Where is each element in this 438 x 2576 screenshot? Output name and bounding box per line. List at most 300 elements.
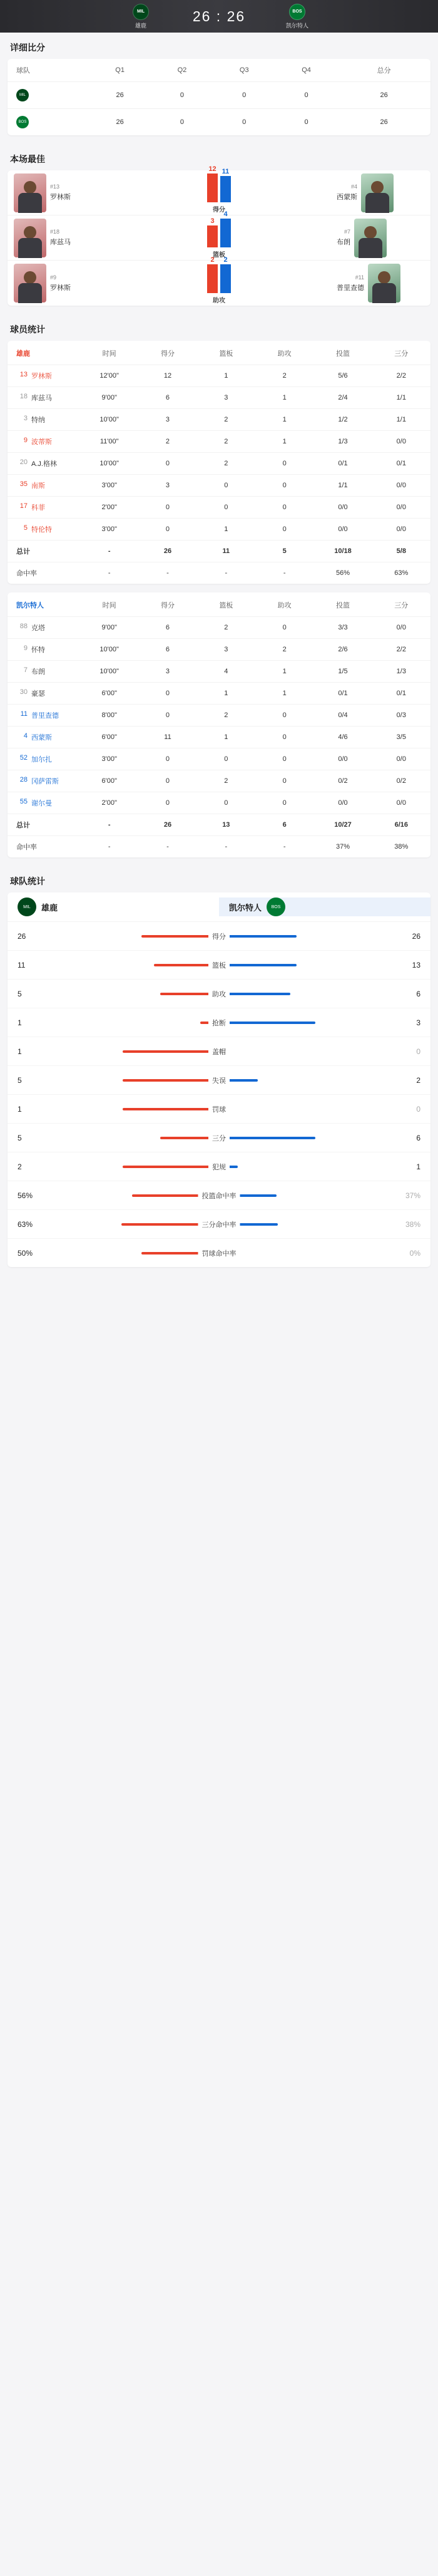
boxscore-quarter-cell: 0 [213,82,275,109]
player-identity [8,732,80,742]
player-row[interactable] [8,430,430,452]
player-row[interactable] [8,365,430,386]
compare-away-value: 13 [412,960,420,970]
player-stat-5: 0/0 [396,482,406,489]
compare-home-value: 1 [18,1018,22,1027]
player-stat-1: 0 [165,755,170,763]
team-total-row [8,814,430,835]
player-row[interactable] [8,770,430,792]
player-meta [337,274,364,292]
player-stat-2: 2 [224,711,228,719]
player-name: 怀特 [31,646,45,654]
scoreboard-home-team[interactable] [113,4,169,29]
compare-stat-label: 罚球 [208,1104,230,1114]
team-compare-row [8,1238,430,1267]
boxscore-card [8,59,430,135]
player-identity [8,480,80,490]
player-row[interactable] [8,616,430,638]
home-bar-value: 2 [210,256,215,264]
player-row[interactable] [8,792,430,814]
best-performer-row [8,256,430,306]
players-title: 球员统计 [10,324,45,334]
stat-1: 26 [163,547,172,555]
player-name: 罗林斯 [31,373,52,380]
player-stat-4: 0/1 [338,690,348,697]
compare-home-value: 56% [18,1191,33,1200]
player-row[interactable] [8,474,430,496]
compare-away-bar [219,993,290,995]
player-stat-2: 3 [224,646,228,653]
score-display: 26 : 26 [192,8,246,24]
player-stat-1: 6 [165,624,170,631]
player-stat-0: 3'00" [101,755,117,763]
player-jersey: 28 [19,776,28,784]
away-team-logo-large: BOS [267,897,285,916]
boxscore-quarter-cell: 0 [151,82,213,109]
home-bar-value: 3 [210,217,215,225]
compare-home-value: 5 [18,1133,22,1142]
compare-stat-label: 罚球命中率 [198,1248,240,1258]
stat-1: - [166,569,169,577]
player-stat-3: 0 [282,460,287,467]
player-identity [8,623,80,633]
boxscore-col-2: Q2 [177,66,187,74]
away-bar [220,210,231,247]
best-performers-card [8,165,430,306]
player-stat-1: 0 [165,690,170,697]
scoreboard-header [0,0,438,33]
player-stat-3: 0 [282,624,287,631]
stat-5: 38% [394,843,409,851]
compare-away-bar [219,935,297,938]
player-jersey: 88 [19,623,28,630]
compare-stat-label: 助攻 [208,989,230,999]
player-stat-2: 0 [224,482,228,489]
player-stat-2: 2 [224,438,228,445]
boxscore-col-5: 总分 [377,67,391,75]
player-row[interactable] [8,386,430,408]
compare-away-bar [219,1022,315,1024]
boxscore-quarter-cell: 0 [213,109,275,136]
compare-away-name: 凯尔特人 [229,903,262,913]
player-stats-header [8,592,430,616]
best-away-player[interactable] [330,170,430,215]
stat-4: 37% [335,843,350,851]
stat-2: - [225,569,228,577]
player-stat-1: 0 [165,525,170,533]
player-meta [50,229,71,247]
player-number: #7 [344,229,350,235]
best-home-player[interactable] [8,215,108,260]
player-stat-0: 9'00" [101,624,117,631]
away-bar-value: 11 [222,168,230,175]
player-jersey: 20 [19,458,28,466]
player-photo [361,173,394,212]
player-identity [8,371,80,381]
player-row[interactable] [8,518,430,540]
home-team-logo-large: MIL [18,897,36,916]
player-stat-4: 0/0 [338,504,348,511]
stat-2: - [225,843,228,851]
stat-3: 5 [282,547,287,555]
player-number: #13 [50,184,60,190]
player-identity [8,710,80,720]
compare-home-value: 11 [18,960,26,970]
player-stat-3: 0 [282,733,287,741]
player-stat-5: 1/3 [396,668,406,675]
home-player-stats-card [8,341,430,584]
player-jersey: 9 [23,437,28,444]
team-compare-row [8,1037,430,1065]
player-identity [8,688,80,698]
player-stat-1: 11 [164,733,171,741]
compare-bar-area [51,1008,387,1037]
player-stat-5: 0/0 [396,799,406,807]
player-stat-2: 0 [224,799,228,807]
player-name: 布朗 [31,668,45,676]
home-bar [207,217,218,247]
boxscore-header-row [8,59,430,82]
stat-5: 5/8 [396,547,406,555]
compare-stat-label: 三分 [208,1133,230,1143]
compare-away-value: 37% [405,1191,420,1200]
home-bar [207,165,218,202]
player-stat-2: 0 [224,504,228,511]
stat-2: 11 [222,547,230,555]
player-identity [8,502,80,512]
boxscore-col-1: Q1 [115,66,125,74]
player-identity [8,666,80,676]
player-stat-2: 2 [224,460,228,467]
team-percentage-row [8,562,430,584]
team-compare-card [8,892,430,1267]
player-stat-0: 11'00" [99,438,119,445]
player-stat-2: 1 [224,733,228,741]
player-stat-5: 0/0 [396,624,406,631]
player-stat-2: 4 [224,668,228,675]
player-number: #4 [350,184,357,190]
player-stats-header [8,341,430,365]
player-stat-4: 0/0 [338,755,348,763]
team-compare-row [8,950,430,979]
player-row[interactable] [8,408,430,430]
compare-away-bar [219,964,297,966]
best-away-player[interactable] [330,261,430,306]
player-stat-5: 2/2 [396,646,406,653]
player-stat-0: 9'00" [101,394,117,401]
player-stat-0: 10'00" [99,416,119,423]
best-stat-chart [108,165,330,215]
compare-away-team[interactable] [219,897,430,916]
player-stat-4: 1/5 [338,668,348,675]
row-label: 总计 [16,822,30,829]
player-stat-0: 6'00" [101,733,117,741]
compare-away-value: 6 [416,1133,420,1142]
player-stat-3: 0 [282,504,287,511]
player-stats-col-2: 篮板 [219,602,233,609]
boxscore-team-cell [8,109,89,136]
player-stat-0: 10'00" [99,646,119,653]
player-row[interactable] [8,452,430,474]
player-stat-5: 0/2 [396,777,406,785]
away-bar-value: 2 [223,256,228,264]
best-performer-row [8,165,430,215]
player-name: 罗林斯 [50,194,71,201]
player-stat-0: 10'00" [99,460,119,467]
table-row [8,82,430,109]
player-stat-3: 2 [282,646,287,653]
boxscore-quarter-cell: 0 [151,109,213,136]
player-row[interactable] [8,660,430,682]
player-identity [8,798,80,808]
player-stat-0: 6'00" [101,690,117,697]
team-compare-row [8,1181,430,1209]
compare-bar-area [51,951,387,979]
bar-group [207,165,231,202]
player-stat-3: 0 [282,525,287,533]
player-stat-0: 8'00" [101,711,117,719]
player-stat-4: 4/6 [338,733,348,741]
away-team-name: 凯尔特人 [285,22,308,29]
player-name: 普里查德 [31,712,59,720]
team-compare-rows [8,921,430,1267]
player-stat-3: 0 [282,482,287,489]
player-stat-4: 1/2 [338,416,348,423]
player-name: 西蒙斯 [31,734,52,742]
boxscore-total-cell: 26 [337,109,430,136]
player-stats-col-5: 三分 [394,602,409,609]
player-name: 克塔 [31,624,45,632]
player-jersey: 17 [19,502,28,510]
compare-home-value: 5 [18,989,22,998]
player-identity [8,437,80,447]
player-name: 布朗 [337,239,350,246]
player-stats-col-4: 投篮 [335,350,350,358]
compare-stat-label: 抢断 [208,1018,230,1028]
player-stat-2: 2 [224,777,228,785]
player-stats-col-2: 篮板 [219,350,233,358]
player-name: 波蒂斯 [31,438,52,446]
stat-0: - [108,569,111,577]
player-meta [50,274,71,292]
boxscore-col-0: 球队 [16,67,30,75]
team-logo-small: BOS [16,116,29,128]
compare-home-value: 63% [18,1219,33,1229]
stat-5: 63% [394,569,409,577]
compare-home-bar [123,1166,219,1168]
compare-bar-area [51,1037,387,1065]
compare-bar-area [51,922,387,950]
player-stats-col-1: 得分 [160,602,175,609]
player-jersey: 9 [23,644,28,652]
player-stat-4: 0/2 [338,777,348,785]
player-identity [8,644,80,654]
compare-stat-label: 篮板 [208,960,230,970]
player-stat-0: 6'00" [101,777,117,785]
player-number: #11 [355,274,364,281]
team-compare-row [8,921,430,950]
stat-3: 6 [282,821,287,829]
best-title: 本场最佳 [10,154,45,164]
boxscore-total-cell: 26 [337,82,430,109]
player-stat-5: 0/0 [396,504,406,511]
player-stat-3: 2 [282,372,287,380]
player-stat-0: 2'00" [101,799,117,807]
player-jersey: 5 [23,524,28,532]
bar-group [207,256,231,293]
team-percentage-row [8,835,430,857]
player-stats-team-name: 凯尔特人 [16,602,44,609]
compare-stat-label: 三分命中率 [198,1219,240,1229]
compare-away-value: 6 [416,989,420,998]
player-row[interactable] [8,496,430,518]
team-logo-small: MIL [16,89,29,101]
team-compare-row [8,1152,430,1181]
player-stat-1: 6 [165,646,170,653]
player-identity [8,754,80,764]
boxscore-body [8,82,430,136]
player-number: #18 [50,229,60,235]
player-stat-2: 1 [224,372,228,380]
best-stat-label: 助攻 [211,295,227,304]
compare-home-value: 2 [18,1162,22,1171]
player-stat-1: 3 [165,668,170,675]
player-stat-2: 1 [224,525,228,533]
player-stat-1: 6 [165,394,170,401]
player-row[interactable] [8,748,430,770]
player-stat-0: 12'00" [99,372,119,380]
player-stat-3: 0 [282,755,287,763]
row-label: 命中率 [16,570,37,577]
boxscore-title: 详细比分 [10,43,45,53]
compare-home-value: 1 [18,1047,22,1056]
player-stats-col-5: 三分 [394,350,409,358]
stat-1: 26 [163,821,172,829]
player-name: 特纳 [31,416,45,424]
team-compare-row [8,1209,430,1238]
stat-0: - [108,821,111,829]
compare-bar-area [51,1152,387,1181]
player-row[interactable] [8,704,430,726]
player-stat-0: 3'00" [101,482,117,489]
player-stat-1: 0 [165,460,170,467]
player-stat-3: 1 [282,668,287,675]
player-stats-col-0: 时间 [102,350,116,358]
best-home-player[interactable] [8,170,108,215]
boxscore-quarter-cell: 0 [275,82,337,109]
player-stat-5: 0/0 [396,438,406,445]
best-away-player[interactable] [330,215,430,260]
player-stat-4: 0/1 [338,460,348,467]
stat-3: - [283,843,286,851]
player-stat-3: 1 [282,416,287,423]
player-number: #9 [50,274,57,281]
player-stat-2: 2 [224,416,228,423]
player-stat-5: 2/2 [396,372,406,380]
player-name: 冈萨雷斯 [31,778,59,785]
player-meta [50,184,71,202]
player-stats-col-0: 时间 [102,602,116,609]
player-stat-3: 0 [282,799,287,807]
player-stat-3: 0 [282,777,287,785]
player-name: 库兹马 [31,395,52,402]
player-stat-1: 3 [165,416,170,423]
player-stat-1: 0 [165,799,170,807]
away-bar [220,168,231,202]
player-stat-4: 0/0 [338,525,348,533]
home-bar-value: 12 [208,165,216,173]
player-stats-col-3: 助攻 [277,602,292,609]
player-stat-1: 2 [165,438,170,445]
scoreboard-away-team[interactable] [269,4,325,29]
player-stat-5: 0/1 [396,460,406,467]
best-stat-label: 得分 [211,204,227,214]
boxscore-team-cell [8,82,89,109]
away-bar [220,256,231,293]
stat-5: 6/16 [394,821,409,829]
player-jersey: 11 [20,710,28,718]
player-meta [337,229,350,247]
player-stats-team-name: 雄鹿 [16,350,30,358]
player-stat-2: 1 [224,690,228,697]
player-stat-1: 0 [165,711,170,719]
player-stat-1: 3 [165,482,170,489]
player-stat-5: 0/3 [396,711,406,719]
stat-1: - [166,843,169,851]
compare-home-bar [123,1079,219,1082]
player-stat-3: 1 [282,690,287,697]
stat-4: 56% [335,569,350,577]
player-stat-2: 2 [224,624,228,631]
boxscore-quarter-cell: 26 [89,82,151,109]
player-jersey: 55 [19,798,28,805]
compare-away-value: 1 [416,1162,420,1171]
compare-home-bar [123,1108,219,1110]
best-home-player[interactable] [8,261,108,306]
compare-away-value: 0 [416,1047,420,1056]
player-stat-2: 0 [224,755,228,763]
compare-home-value: 1 [18,1104,22,1114]
player-stat-2: 3 [224,394,228,401]
player-identity [8,776,80,786]
boxscore-quarter-cell: 26 [89,109,151,136]
compare-bar-area [51,980,387,1008]
player-meta [337,184,357,202]
away-bar-value: 4 [223,210,228,218]
player-jersey: 4 [23,732,28,740]
player-stat-4: 0/0 [338,799,348,807]
player-stats-col-1: 得分 [160,350,175,358]
player-name: A.J.格林 [31,460,57,468]
player-photo [368,264,400,303]
player-stat-5: 0/0 [396,755,406,763]
stat-0: - [108,843,111,851]
team-compare-row [8,1123,430,1152]
player-stat-5: 3/5 [396,733,406,741]
compare-home-team[interactable] [8,897,219,916]
player-stats-col-3: 助攻 [277,350,292,358]
player-row[interactable] [8,682,430,704]
player-stat-4: 5/6 [338,372,348,380]
player-row[interactable] [8,638,430,660]
compare-home-name: 雄鹿 [41,903,58,913]
best-stat-chart [108,256,330,306]
compare-away-bar [219,1137,315,1139]
player-name: 罗林斯 [50,284,71,292]
away-player-stats-card [8,592,430,857]
player-row[interactable] [8,726,430,748]
boxscore-quarter-cell: 0 [275,109,337,136]
